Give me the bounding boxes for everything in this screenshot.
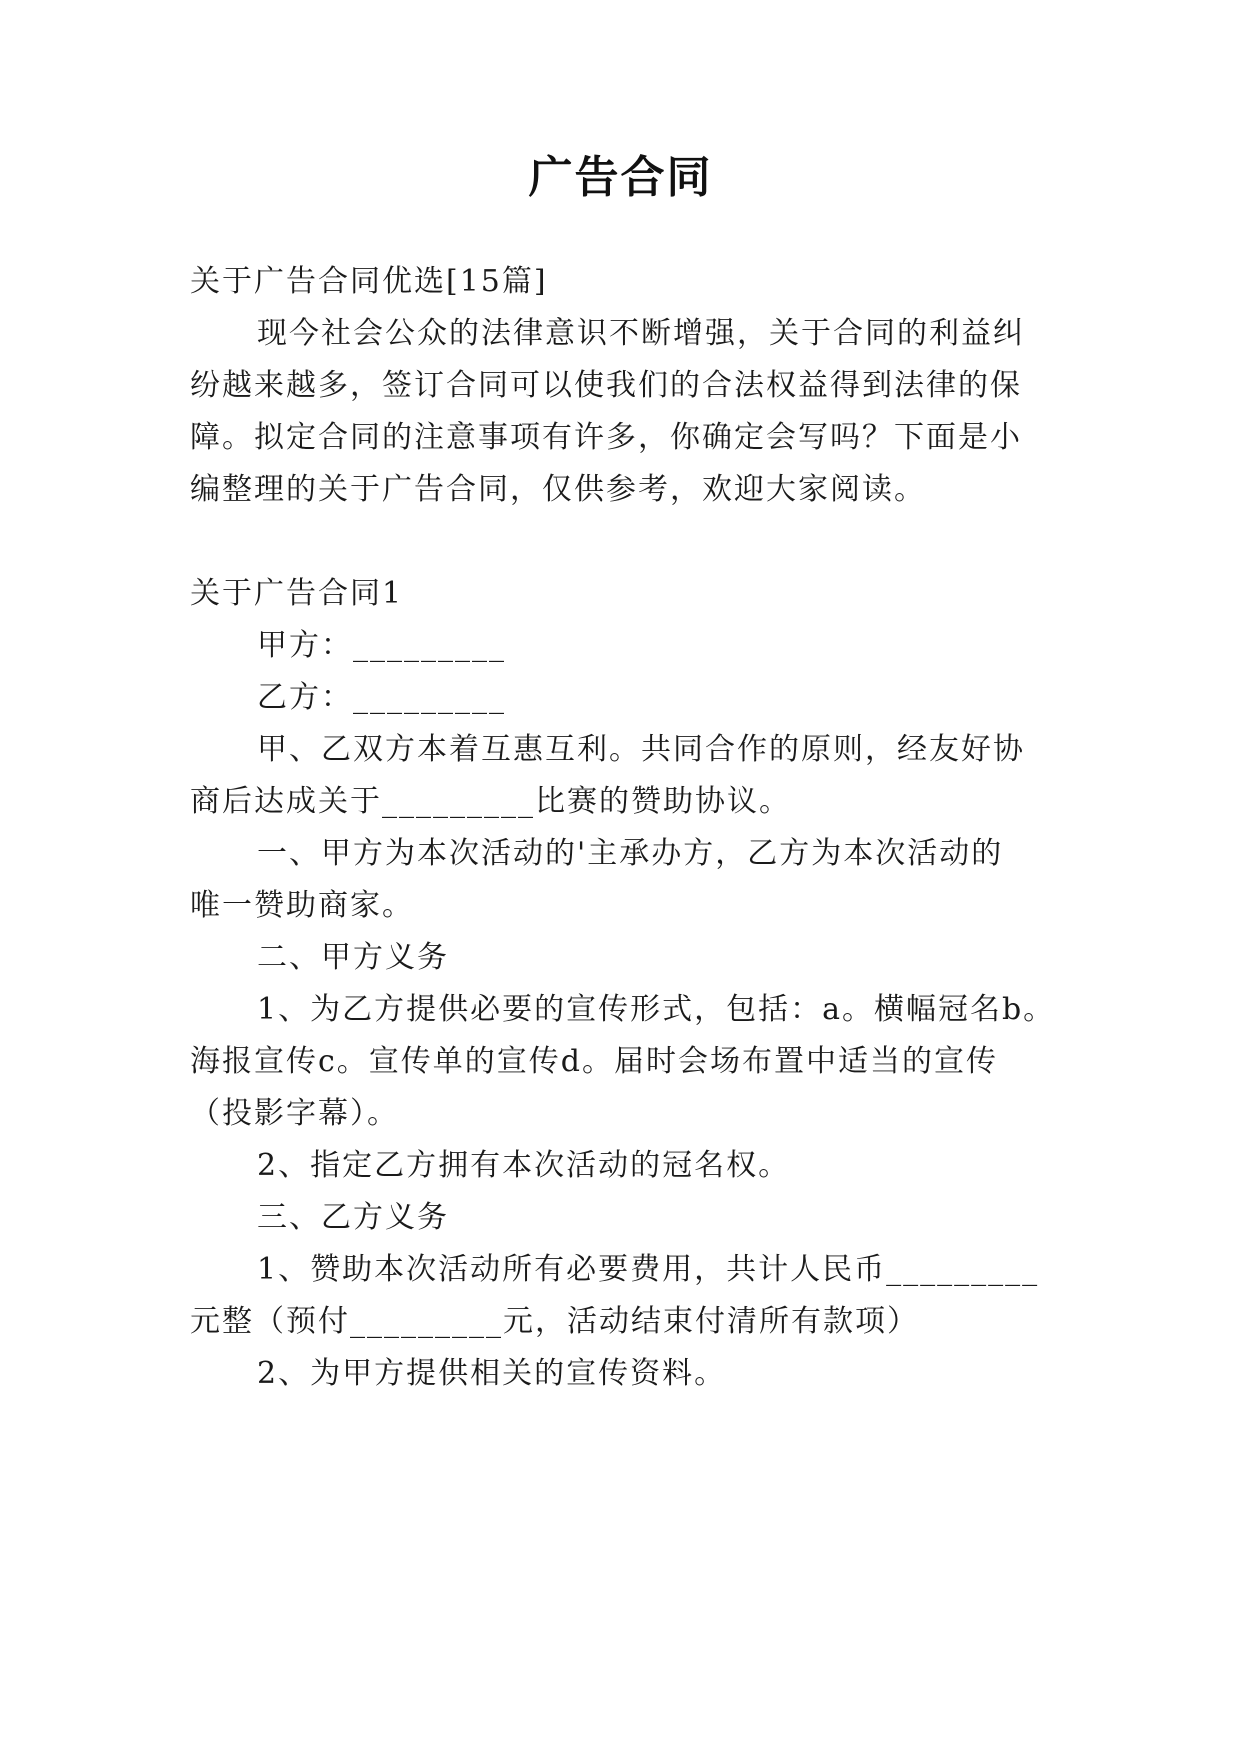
clause-line: 1、赞助本次活动所有必要费用，共计人民币_________ <box>257 1252 1040 1287</box>
clause-line: 2、指定乙方拥有本次活动的冠名权。 <box>257 1148 791 1183</box>
party-b-line: 乙方：_________ <box>257 680 506 715</box>
intro-paragraph-line: 纷越来越多，签订合同可以使我们的合法权益得到法律的保 <box>190 368 1022 403</box>
clause-line: 2、为甲方提供相关的宣传资料。 <box>257 1356 727 1391</box>
intro-paragraph-line: 编整理的关于广告合同，仅供参考，欢迎大家阅读。 <box>190 472 926 507</box>
clause-line: 一、甲方为本次活动的'主承办方，乙方为本次活动的 <box>257 836 1004 871</box>
clause-line: 1、为乙方提供必要的宣传形式，包括：a。横幅冠名b。 <box>257 992 1056 1027</box>
document-title: 广告合同 <box>528 152 713 203</box>
subtitle-line: 关于广告合同优选[15篇] <box>190 264 548 299</box>
clause-line: （投影字幕）。 <box>190 1096 399 1131</box>
clause-heading: 三、乙方义务 <box>257 1200 449 1235</box>
party-a-line: 甲方：_________ <box>257 628 506 663</box>
clause-line: 元整（预付_________元，活动结束付清所有款项） <box>190 1304 919 1339</box>
clause-line: 唯一赞助商家。 <box>190 888 414 923</box>
clause-heading: 二、甲方义务 <box>257 940 449 975</box>
intro-paragraph-line: 现今社会公众的法律意识不断增强，关于合同的利益纠 <box>257 316 1025 351</box>
section-heading: 关于广告合同1 <box>190 576 404 611</box>
intro-paragraph-line: 障。拟定合同的注意事项有许多，你确定会写吗？下面是小 <box>190 420 1022 455</box>
body-paragraph-line: 商后达成关于_________比赛的赞助协议。 <box>190 784 791 819</box>
body-paragraph-line: 甲、乙双方本着互惠互利。共同合作的原则，经友好协 <box>257 732 1025 767</box>
clause-line: 海报宣传c。宣传单的宣传d。届时会场布置中适当的宣传 <box>190 1044 999 1079</box>
